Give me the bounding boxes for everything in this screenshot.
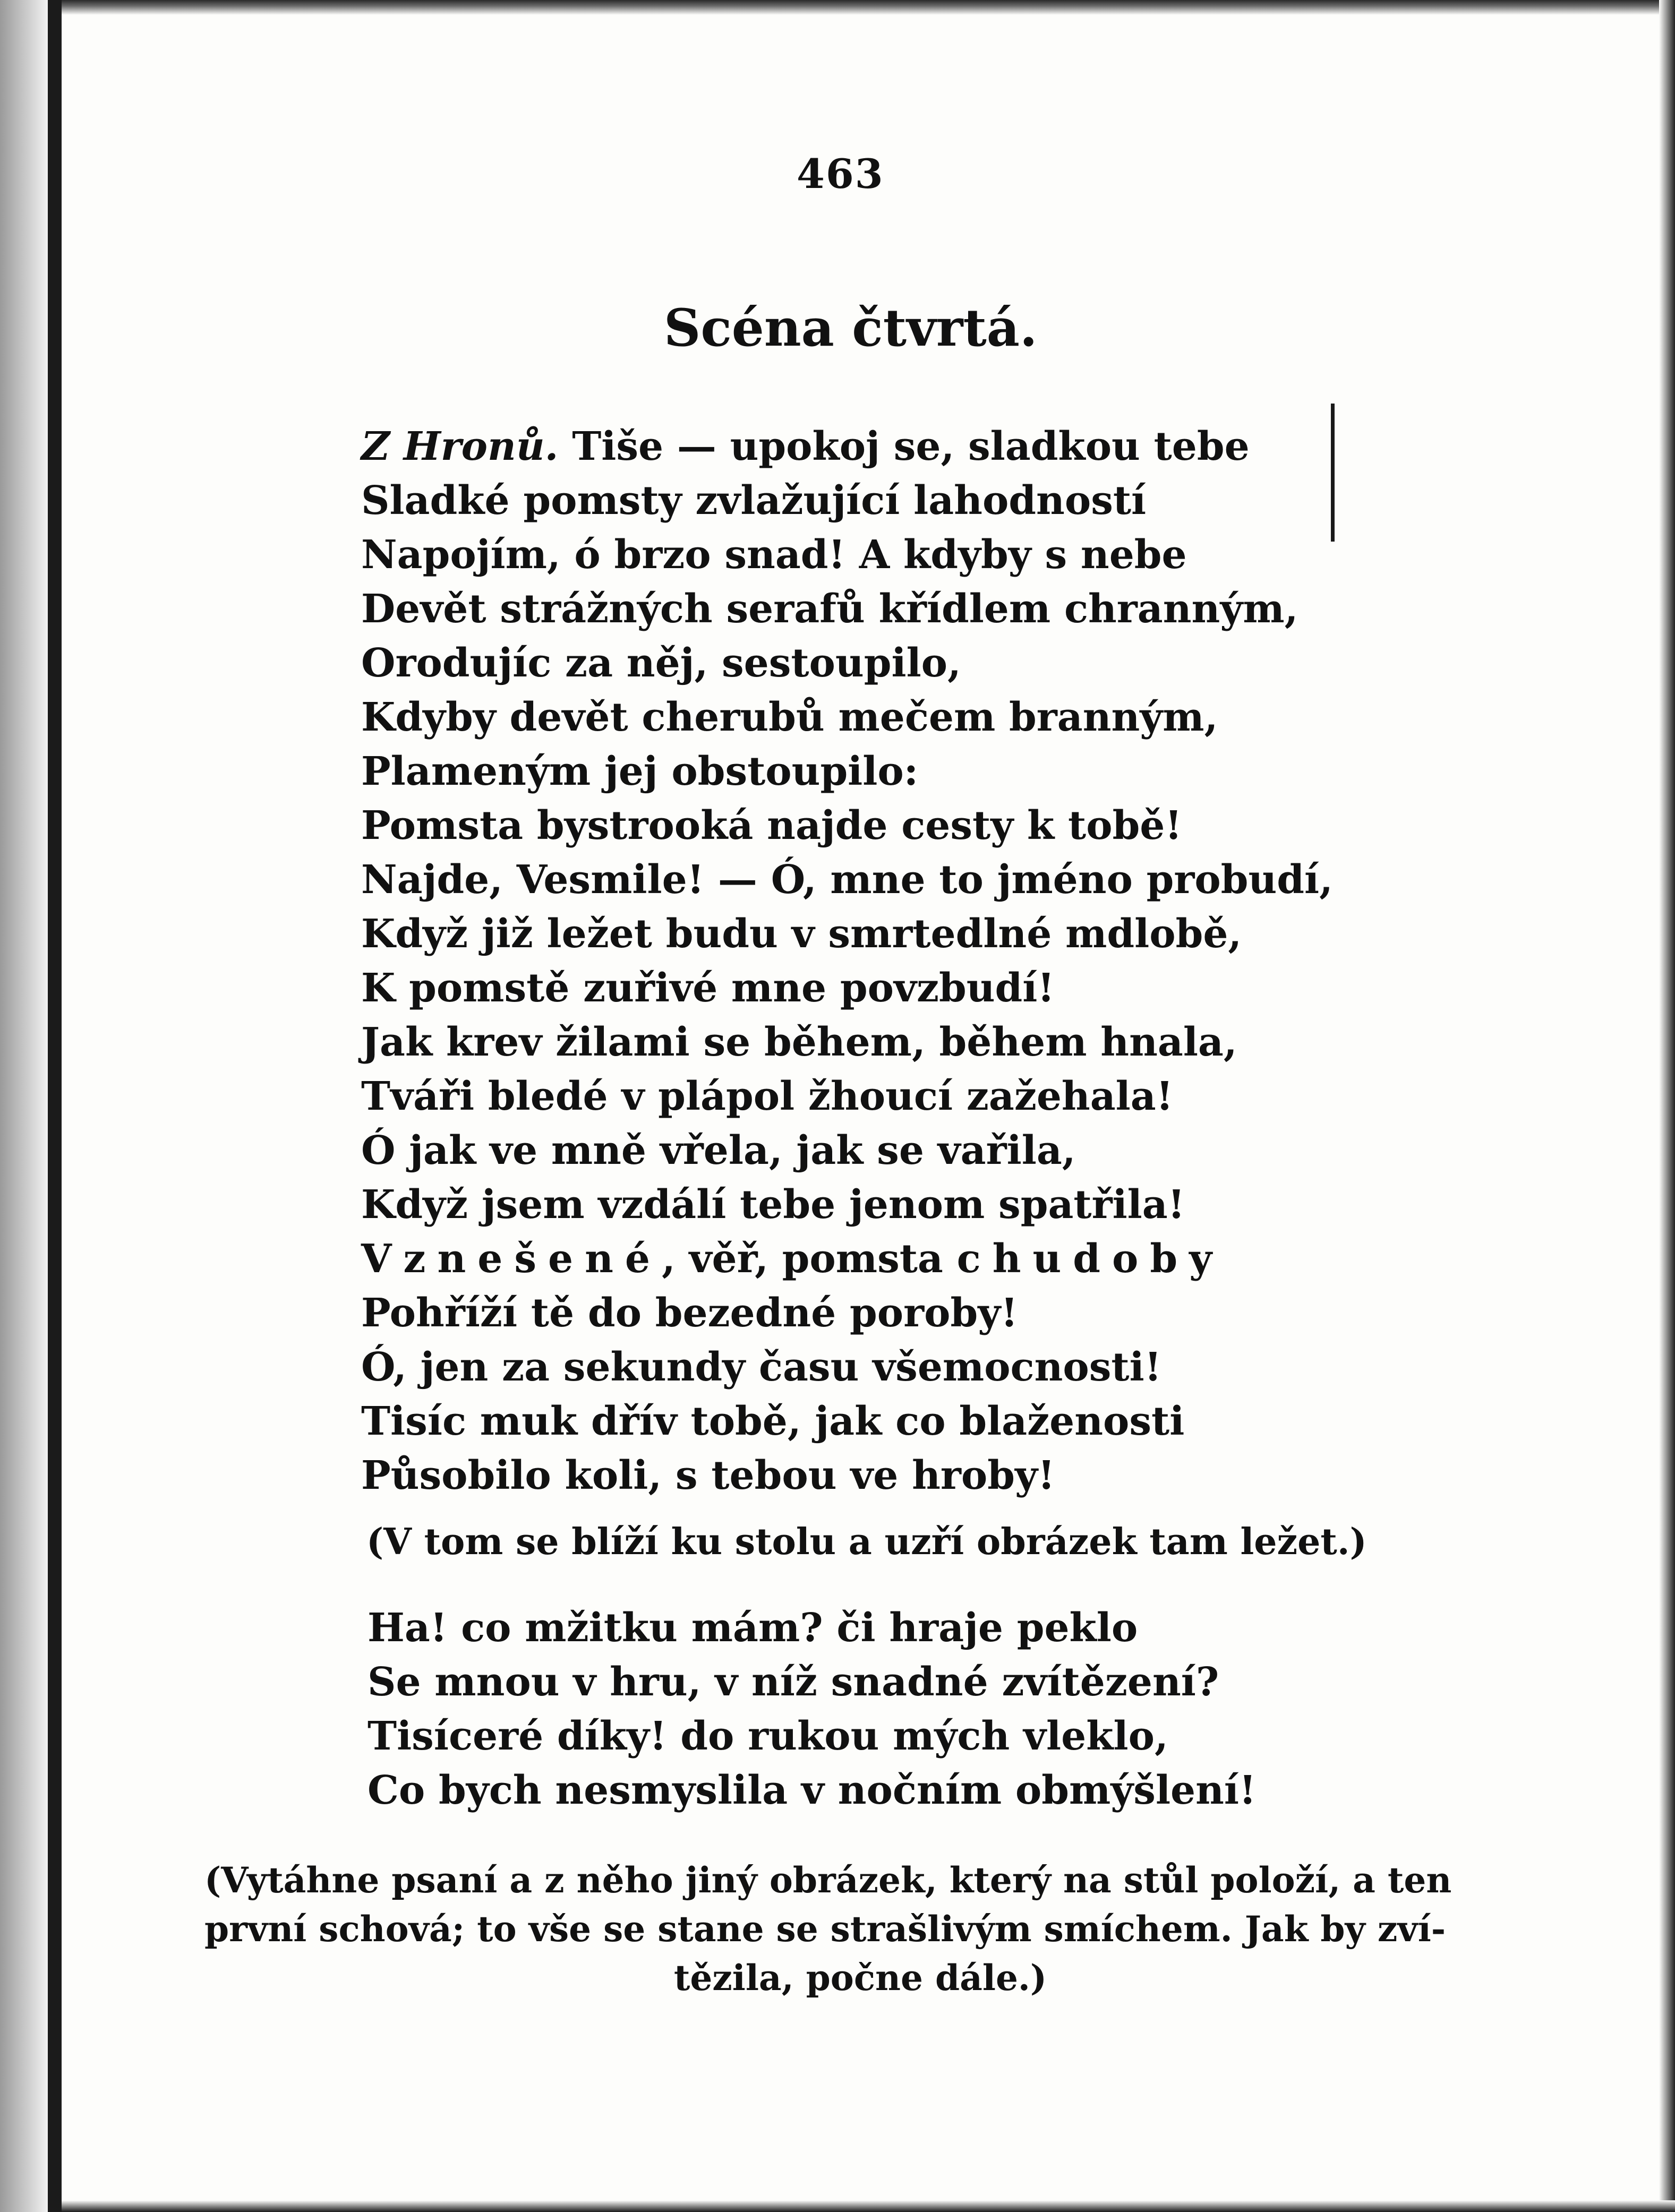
verse-line: Napojím, ó brzo snad! A kdyby s nebe xyxy=(361,532,1187,578)
verse-line: Když již ležet budu v smrtedlné mdlobě, xyxy=(361,911,1242,957)
verse-block-2 xyxy=(368,1601,1257,1817)
verse-line: Když jsem vzdálí tebe jenom spatřila! xyxy=(361,1182,1185,1228)
verse-line: Sladké pomsty zvlažující lahodností xyxy=(361,478,1147,524)
verse-line: Orodujíc za něj, sestoupilo, xyxy=(361,640,961,686)
verse-line: Ó jak ve mně vřela, jak se vařila, xyxy=(361,1128,1076,1173)
spaced-word: Vznešené xyxy=(361,1236,662,1282)
verse-line: Tváři bledé v plápol žhoucí zažehala! xyxy=(361,1074,1174,1119)
page-top-edge xyxy=(62,0,1675,15)
page-number: 463 xyxy=(797,150,884,198)
verse-line: Tisíceré díky! do rukou mých vleklo, xyxy=(368,1713,1168,1759)
verse-line: Pomsta bystrooká najde cesty k tobě! xyxy=(361,803,1182,848)
verse-line: Najde, Vesmile! — Ó, mne to jméno probudí, xyxy=(361,857,1333,903)
stage-direction: (V tom se blíží ku stolu a uzří obrázek tam ležet.) xyxy=(366,1521,1367,1563)
stage-direction-line: tězila, počne dále.) xyxy=(673,1957,1047,1999)
verse-line-text: Tiše — upokoj se, sladkou tebe xyxy=(572,424,1250,469)
verse-line: Devět strážných serafů křídlem chranným, xyxy=(361,586,1298,632)
page-right-edge xyxy=(1659,0,1675,2212)
verse-line: Co bych nesmyslila v nočním obmýšlení! xyxy=(368,1768,1257,1813)
verse-line xyxy=(361,1232,1333,1286)
scene-title: Scéna čtvrtá. xyxy=(664,298,1038,358)
verse-line: Tisíc muk dřív tobě, jak co blaženosti xyxy=(361,1399,1185,1444)
verse-line: Ha! co mžitku mám? či hraje peklo xyxy=(368,1605,1138,1651)
page-bottom-edge xyxy=(62,2200,1675,2212)
verse-line-text: , věř, pomsta xyxy=(661,1236,957,1282)
verse-line: Se mnou v hru, v níž snadné zvítězení? xyxy=(368,1659,1219,1705)
page-binding-edge xyxy=(48,0,62,2212)
verse-line: Působilo koli, s tebou ve hroby! xyxy=(361,1453,1055,1498)
spaced-word: chudoby xyxy=(956,1236,1224,1282)
verse-block-1 xyxy=(361,419,1333,1503)
verse-line: Pohříží tě do bezedné poroby! xyxy=(361,1290,1018,1336)
stage-direction-block xyxy=(204,1856,1506,2002)
verse-line xyxy=(361,419,1333,474)
verse-line: Kdyby devět cherubů mečem branným, xyxy=(361,695,1218,740)
speaker-name: Z Hronů. xyxy=(361,424,559,469)
verse-line: Jak krev žilami se během, během hnala, xyxy=(361,1019,1237,1065)
stage-direction-line: (Vytáhne psaní a z něho jiný obrázek, který na stůl položí, a ten xyxy=(204,1859,1452,1901)
verse-line: Plameným jej obstoupilo: xyxy=(361,749,919,794)
verse-line: Ó, jen za sekundy času všemocnosti! xyxy=(361,1344,1162,1390)
verse-line: K pomstě zuřivé mne povzbudí! xyxy=(361,965,1055,1011)
binding-shadow xyxy=(0,0,48,2212)
stage-direction-line: první schová; to vše se stane se strašlivým smíchem. Jak by zví- xyxy=(204,1908,1446,1950)
